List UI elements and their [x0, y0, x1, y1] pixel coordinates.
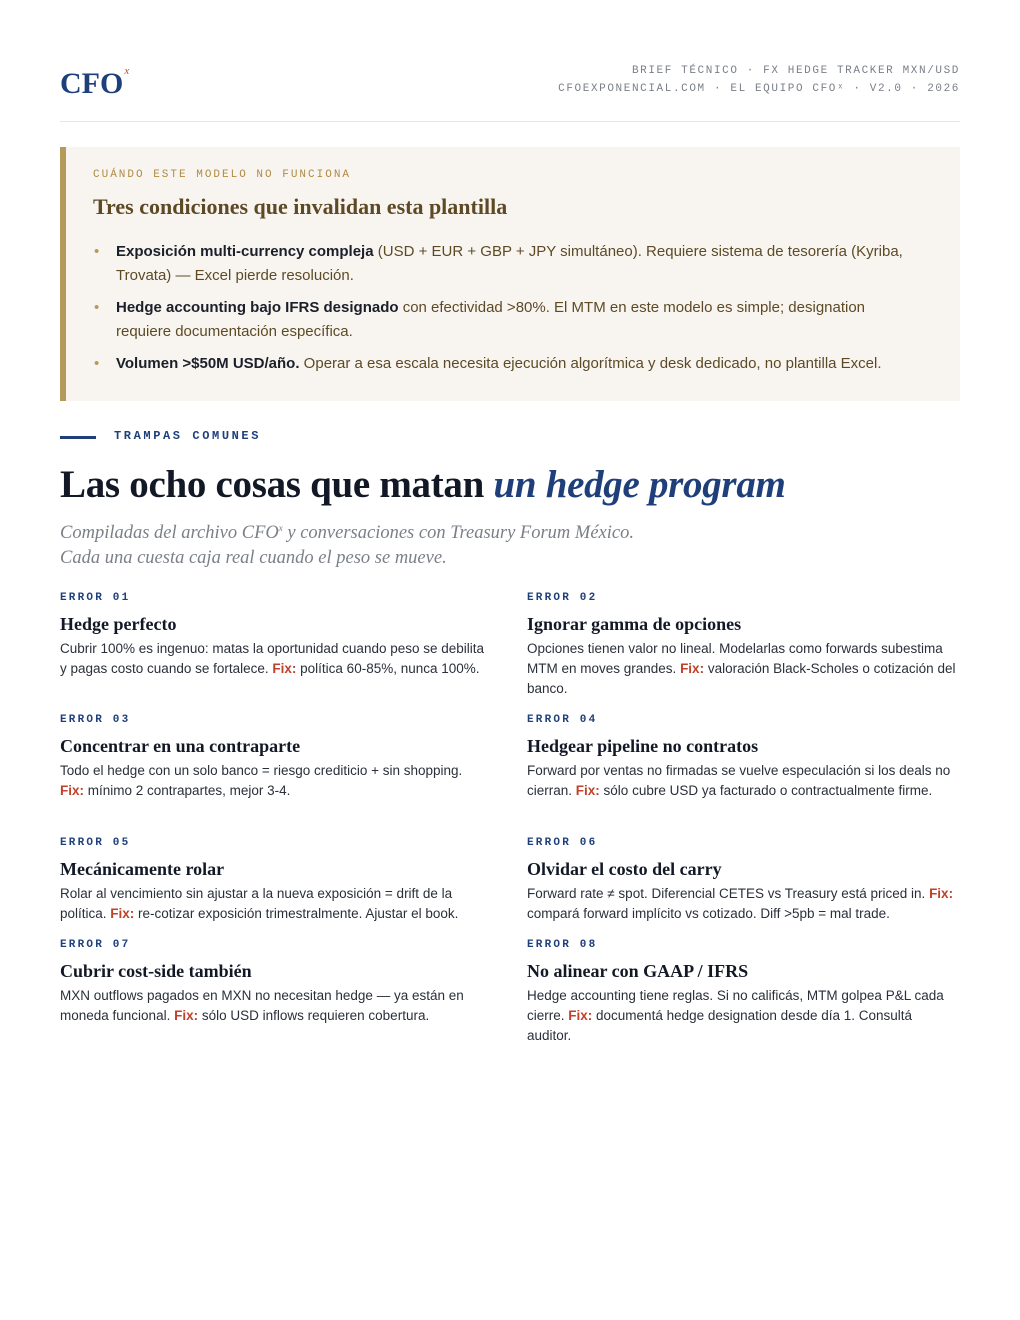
callout-title: Tres condiciones que invalidan esta plantilla: [93, 194, 508, 219]
callout-item: • Volumen >$50M USD/año. Operar a esa escala necesita ejecución algorítmica y desk dedicado, no plantilla Excel.: [93, 352, 923, 376]
error-title: No alinear con GAAP / IFRS: [527, 961, 749, 981]
error-title: Hedgear pipeline no contratos: [527, 736, 759, 756]
cfo-logo: CFO$^x$: [60, 65, 130, 100]
bullet-icon: •: [94, 299, 100, 316]
callout-item: • Hedge accounting bajo IFRS designado con efectividad >80%. El MTM en este modelo es simple; designation requiere documentación específica.: [93, 296, 923, 343]
error-card: [527, 592, 957, 699]
page-header: [60, 0, 960, 122]
error-card: [60, 837, 490, 924]
error-number: ERROR 07: [60, 939, 131, 951]
error-body: Forward por ventas no firmadas se vuelve especulación si los deals no cierran. Fix: sólo cubre USD ya facturado o contractualmente firme.: [527, 763, 951, 798]
error-title: Cubrir cost-side también: [60, 961, 252, 981]
error-body: Forward rate ≠ spot. Diferencial CETES vs Treasury está priced in. Fix: compará forward implícito vs cotizado. Diff >5pb = mal trade.: [527, 886, 954, 921]
header-meta: [558, 62, 960, 98]
error-number: ERROR 02: [527, 592, 598, 604]
error-number: ERROR 04: [527, 714, 598, 726]
error-number: ERROR 06: [527, 837, 598, 849]
error-body: Opciones tienen valor no lineal. Modelarlas como forwards subestima MTM en moves grandes. Fix: valoración Black-Scholes o cotización del banco.: [527, 641, 956, 696]
page: [60, 0, 960, 1043]
error-number: ERROR 01: [60, 592, 131, 604]
limitations-callout: [60, 147, 960, 401]
error-number: ERROR 08: [527, 939, 598, 951]
kicker-rule: [60, 436, 96, 439]
error-number: ERROR 05: [60, 837, 131, 849]
kicker-text: TRAMPAS COMUNES: [114, 429, 262, 443]
callout-list: [93, 240, 923, 385]
error-title: Ignorar gamma de opciones: [527, 614, 742, 634]
error-card: [527, 714, 957, 801]
section-subtitle: Compiladas del archivo CFO$^x$ y conversaciones con Treasury Forum México. Cada una cuesta caja real cuando el peso se mueve.: [60, 523, 634, 569]
callout-kicker: CUÁNDO ESTE MODELO NO FUNCIONA: [93, 169, 352, 181]
error-title: Hedge perfecto: [60, 614, 177, 634]
error-card: [60, 592, 490, 679]
error-card: [527, 837, 957, 924]
error-title: Mecánicamente rolar: [60, 859, 225, 879]
header-meta-line-2: CFOEXPONENCIAL.COM · EL EQUIPO CFOˣ · V2.0 · 2026: [558, 83, 960, 95]
error-title: Olvidar el costo del carry: [527, 859, 722, 879]
error-card: [527, 939, 957, 1046]
error-number: ERROR 03: [60, 714, 131, 726]
bullet-icon: •: [94, 355, 100, 372]
header-meta-line-1: BRIEF TÉCNICO · FX HEDGE TRACKER MXN/USD: [631, 65, 960, 77]
error-body: Cubrir 100% es ingenuo: matas la oportunidad cuando peso se debilita y pagas costo cuando se fortalece. Fix: política 60-85%, nunca 100%.: [60, 641, 485, 676]
section-title: Las ocho cosas que matan un hedge program: [60, 463, 786, 506]
error-body: MXN outflows pagados en MXN no necesitan hedge — ya están en moneda funcional. Fix: sólo USD inflows requieren cobertura.: [60, 988, 464, 1023]
error-body: Rolar al vencimiento sin ajustar a la nueva exposición = drift de la política. Fix: re-cotizar exposición trimestralmente. Ajustar el book.: [60, 886, 459, 921]
bullet-icon: •: [94, 243, 100, 260]
callout-item: • Exposición multi-currency compleja (USD + EUR + GBP + JPY simultáneo). Requiere sistema de tesorería (Kyriba, Trovata) — Excel pierde resolución.: [93, 240, 923, 287]
error-body: Todo el hedge con un solo banco = riesgo crediticio + sin shopping. Fix: mínimo 2 contrapartes, mejor 3-4.: [60, 763, 463, 798]
error-title: Concentrar en una contraparte: [60, 736, 301, 756]
error-body: Hedge accounting tiene reglas. Si no calificás, MTM golpea P&L cada cierre. Fix: documentá hedge designation desde día 1. Consultá auditor.: [527, 988, 944, 1043]
error-card: [60, 714, 490, 801]
error-card: [60, 939, 490, 1026]
